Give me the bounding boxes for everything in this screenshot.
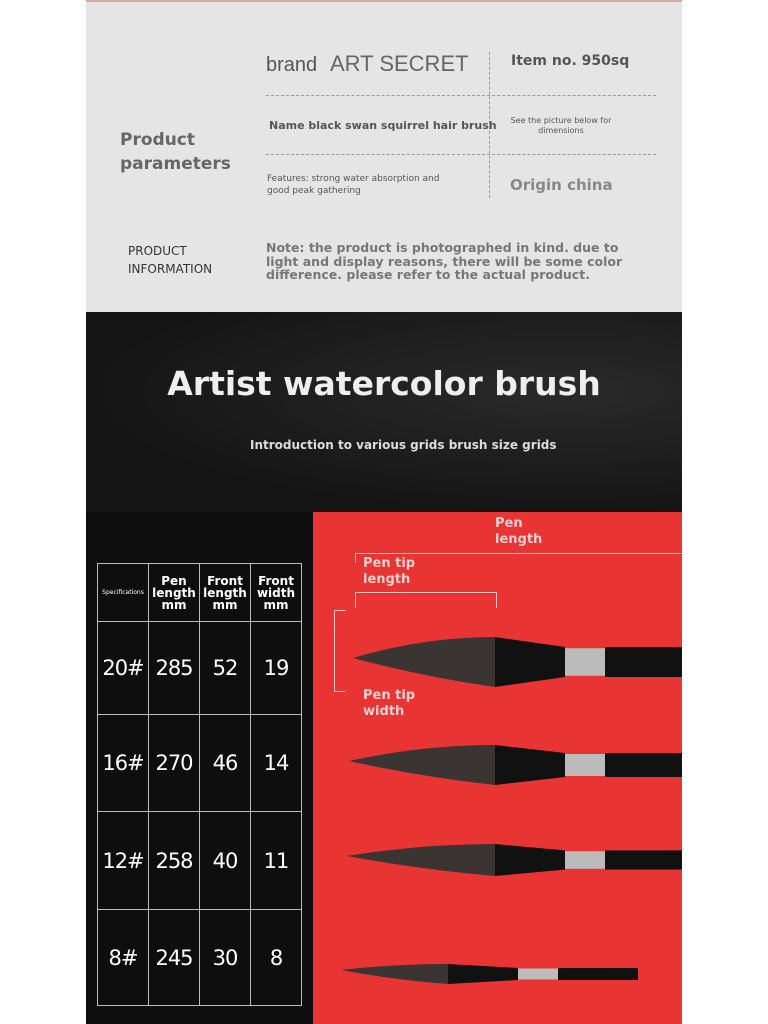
table-cell: 12# [98,812,149,910]
header-front-width: Front width mm [251,564,302,622]
table-cell: 8 [251,910,302,1006]
table-cell: 14 [251,715,302,812]
table-cell: 11 [251,812,302,910]
table-row [98,622,302,715]
pen-tip-length-label: Pen tip length [363,556,416,587]
brush-3 [347,844,682,876]
table-cell: 30 [200,910,251,1006]
table-cell: 40 [200,812,251,910]
header-front-length: Front length mm [200,564,251,622]
item-number: Item no. 950sq [511,53,630,69]
product-name: Name black swan squirrel hair brush [269,119,497,132]
table-row [98,812,302,910]
product-parameters-panel [86,0,682,312]
section-title: Product parameters [120,130,231,174]
table-cell: 258 [149,812,200,910]
header-spec: Specifications [98,564,149,622]
info-title: PRODUCT INFORMATION [128,244,213,276]
table-cell: 270 [149,715,200,812]
pen-tip-width-label: Pen tip width [363,688,416,719]
note: Note: the product is photographed in kind. due to light and display reasons, there will be some color difference. please refer to the actual product. [266,240,623,282]
banner [86,312,682,512]
table-cell: 245 [149,910,200,1006]
brush-1 [353,637,682,687]
size-table [97,563,302,1006]
brush-diagram [313,512,682,1024]
table-cell: 46 [200,715,251,812]
table-cell: 285 [149,622,200,715]
origin: Origin china [510,176,613,194]
brush-4 [341,964,638,984]
brand-value: ART SECRET [330,51,469,76]
dimensions-note: See the picture below for dimensions [510,116,612,135]
table-row [98,910,302,1006]
table-cell: 8# [98,910,149,1006]
pen-length-label: Pen length [495,516,543,547]
table-cell: 52 [200,622,251,715]
header-pen-length: Pen length mm [149,564,200,622]
table-cell: 19 [251,622,302,715]
brand-label: brand [266,54,318,76]
table-row [98,715,302,812]
table-cell: 16# [98,715,149,812]
table-cell: 20# [98,622,149,715]
brush-2 [349,745,682,785]
banner-subtitle: Introduction to various grids brush size grids [250,438,557,452]
banner-title: Artist watercolor brush [167,364,601,403]
features: Features: strong water absorption and good peak gathering [267,174,440,196]
